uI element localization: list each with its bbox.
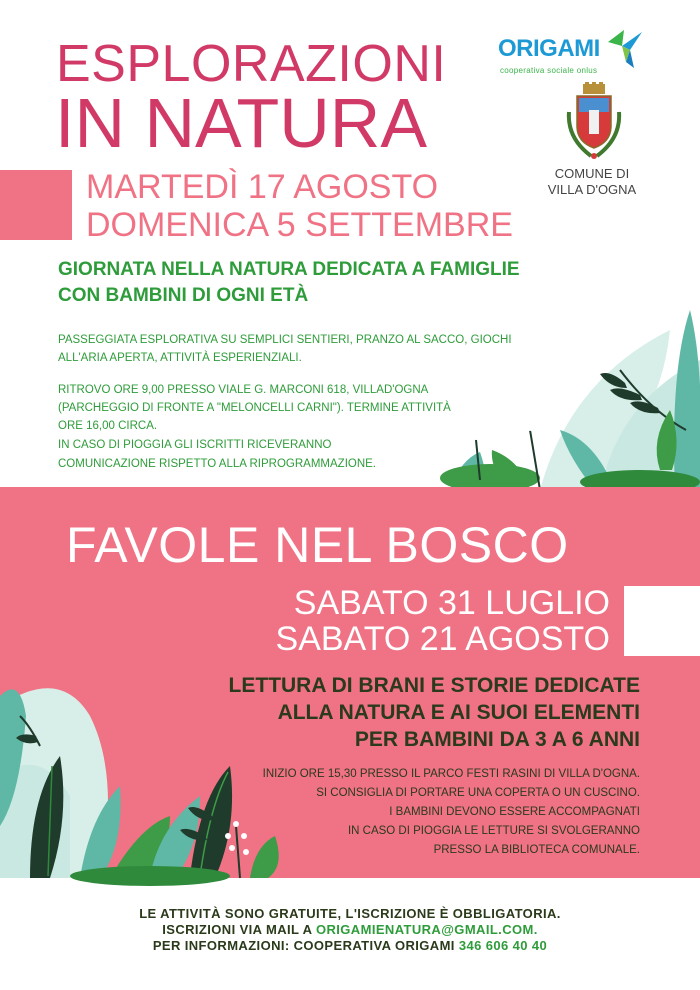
footer-line3-prefix: PER INFORMAZIONI: COOPERATIVA ORIGAMI [152, 938, 459, 953]
event1-date-2: DOMENICA 5 SETTEMBRE [86, 206, 513, 244]
white-accent-block [624, 586, 700, 656]
pink-accent-block [0, 170, 72, 240]
event1-date-1: MARTEDÌ 17 AGOSTO [86, 168, 439, 206]
main-title-line2: IN NATURA [55, 84, 428, 162]
event2-heading-line3: PER BAMBINI DA 3 A 6 ANNI [354, 728, 640, 751]
footer-line3 [0, 938, 700, 954]
event1-meeting-line2: (PARCHEGGIO DI FRONTE A "MELONCELLI CARNI"). TERMINE ATTIVITÀ [58, 402, 451, 414]
event1-subtitle-line2: CON BAMBINI DI OGNI ETÀ [58, 285, 309, 306]
origami-logo [498, 28, 648, 88]
event1-meeting-line3: ORE 16,00 CIRCA. [58, 420, 158, 432]
footer-line2 [0, 922, 700, 938]
event2-heading-line2: ALLA NATURA E AI SUOI ELEMENTI [277, 701, 640, 724]
event2-heading-line1: LETTURA DI BRANI E STORIE DEDICATE [228, 674, 640, 697]
origami-bird-icon [604, 28, 644, 72]
comune-label-line2: VILLA D'OGNA [547, 182, 637, 197]
event1-description-line1: PASSEGGIATA ESPLORATIVA SU SEMPLICI SENTIERI, PRANZO AL SACCO, GIOCHI [58, 334, 512, 346]
origami-logo-name: ORIGAMI [498, 35, 600, 62]
event2-info-line5: PRESSO LA BIBLIOTECA COMUNALE. [433, 844, 640, 856]
event2-date-2: SABATO 21 AGOSTO [275, 620, 610, 658]
footer-email-link[interactable]: ORIGAMIENATURA@GMAIL.COM. [315, 922, 538, 937]
comune-label-line1: COMUNE DI [554, 166, 630, 181]
event2-info-line4: IN CASO DI PIOGGIA LE LETTURE SI SVOLGERANNO [347, 825, 640, 837]
event2-date-1: SABATO 31 LUGLIO [293, 584, 610, 622]
event2-info-line3: I BAMBINI DEVONO ESSERE ACCOMPAGNATI [389, 806, 640, 818]
leaves-decoration-bottom-left [0, 676, 290, 886]
event1-rain-line2: COMUNICAZIONE RISPETTO ALLA RIPROGRAMMAZIONE. [58, 458, 377, 470]
event1-description-line2: ALL'ARIA APERTA, ATTIVITÀ ESPERIENZIALI. [58, 352, 302, 364]
event2-info-line2: SI CONSIGLIA DI PORTARE UNA COPERTA O UN CUSCINO. [316, 787, 640, 799]
event1-meeting-line1: RITROVO ORE 9,00 PRESSO VIALE G. MARCONI 618, VILLAD'OGNA [58, 384, 429, 396]
event2-info-line1: INIZIO ORE 15,30 PRESSO IL PARCO FESTI RASINI DI VILLA D'OGNA. [262, 768, 640, 780]
event1-subtitle-line1: GIORNATA NELLA NATURA DEDICATA A FAMIGLIE [58, 259, 520, 280]
origami-logo-subtitle: cooperativa sociale onlus [500, 66, 598, 75]
coat-of-arms-icon [565, 82, 623, 162]
footer-phone[interactable]: 346 606 40 40 [458, 938, 548, 953]
main-title-line1: ESPLORAZIONI [56, 35, 447, 93]
footer-line2-prefix: ISCRIZIONI VIA MAIL A [162, 922, 316, 937]
leaves-decoration-top-right [420, 290, 700, 490]
footer-line1: LE ATTIVITÀ SONO GRATUITE, L'ISCRIZIONE È OBBLIGATORIA. [139, 906, 561, 921]
event2-title: FAVOLE NEL BOSCO [66, 517, 569, 573]
event1-rain-line1: IN CASO DI PIOGGIA GLI ISCRITTI RICEVERANNO [58, 439, 332, 451]
